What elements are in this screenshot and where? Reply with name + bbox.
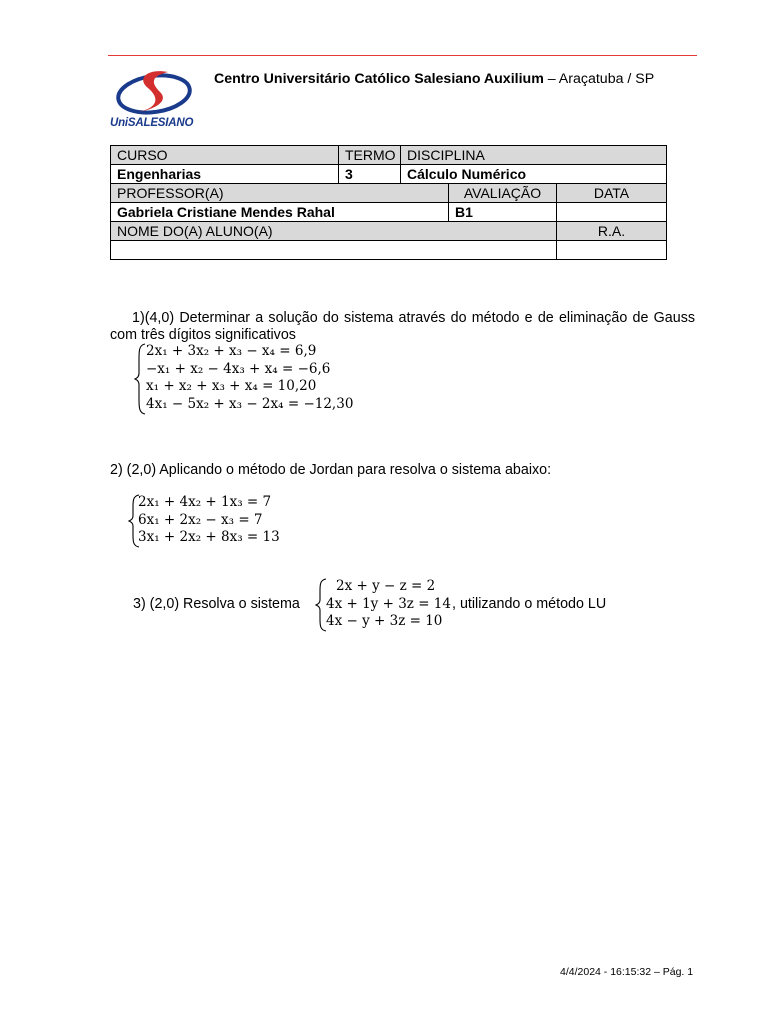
system-3-eq: 4x + 1y + 3z = 14 bbox=[326, 595, 451, 612]
ra-label: R.A. bbox=[557, 222, 667, 241]
system-2 bbox=[138, 494, 280, 547]
header-rule bbox=[108, 55, 697, 56]
question-1 bbox=[110, 310, 695, 344]
system-3-eq: 2x + y − z = 2 bbox=[336, 578, 436, 594]
disciplina-label: DISCIPLINA bbox=[401, 146, 667, 165]
system-2-eq: 6x₁ + 2x₂ − x₃ = 7 bbox=[138, 511, 263, 528]
curso-value: Engenharias bbox=[111, 165, 339, 184]
avaliacao-value: B1 bbox=[449, 203, 557, 222]
system-1-eq: 2x₁ + 3x₂ + x₃ − x₄ = 6,9 bbox=[146, 343, 317, 359]
system-2-eq: 3x₁ + 2x₂ + 8x₃ = 13 bbox=[138, 529, 280, 545]
aluno-label: NOME DO(A) ALUNO(A) bbox=[111, 222, 557, 241]
aluno-value[interactable] bbox=[111, 241, 557, 260]
question-2-text: 2) (2,0) Aplicando o método de Jordan para resolva o sistema abaixo: bbox=[110, 462, 552, 478]
professor-value: Gabriela Cristiane Mendes Rahal bbox=[111, 203, 449, 222]
institution-location: – Araçatuba / SP bbox=[543, 71, 655, 87]
data-label: DATA bbox=[557, 184, 667, 203]
curso-label: CURSO bbox=[111, 146, 339, 165]
ra-value[interactable] bbox=[557, 241, 667, 260]
termo-label: TERMO bbox=[339, 146, 401, 165]
system-2-eq: 2x₁ + 4x₂ + 1x₃ = 7 bbox=[138, 494, 272, 510]
system-1-eq: −x₁ + x₂ − 4x₃ + x₄ = −6,6 bbox=[146, 360, 331, 377]
system-1-eq: 4x₁ − 5x₂ + x₃ − 2x₄ = −12,30 bbox=[146, 395, 354, 412]
professor-label: PROFESSOR(A) bbox=[111, 184, 449, 203]
logo-text: UniSALESIANO bbox=[110, 117, 194, 129]
data-value[interactable] bbox=[557, 203, 667, 222]
system-1-eq: x₁ + x₂ + x₃ + x₄ = 10,20 bbox=[146, 378, 317, 394]
page-footer: 4/4/2024 - 16:15:32 – Pág. 1 bbox=[560, 966, 694, 978]
info-table bbox=[110, 145, 667, 260]
question-1-text: 1)(4,0) Determinar a solução do sistema através do método e de eliminação de Gauss com três dígitos significativos bbox=[110, 310, 695, 343]
system-3 bbox=[326, 578, 451, 631]
question-3-text-before: 3) (2,0) Resolva o sistema bbox=[133, 596, 300, 612]
termo-value: 3 bbox=[339, 165, 401, 184]
avaliacao-label: AVALIAÇÃO bbox=[449, 184, 557, 203]
institution-name: Centro Universitário Católico Salesiano Auxilium bbox=[214, 71, 544, 87]
question-3-text-after: , utilizando o método LU bbox=[452, 596, 607, 612]
system-1 bbox=[146, 343, 353, 413]
brace-1-icon bbox=[134, 343, 146, 415]
system-3-eq: 4x − y + 3z = 10 bbox=[326, 613, 443, 629]
institution-header bbox=[214, 71, 654, 87]
disciplina-value: Cálculo Numérico bbox=[401, 165, 667, 184]
